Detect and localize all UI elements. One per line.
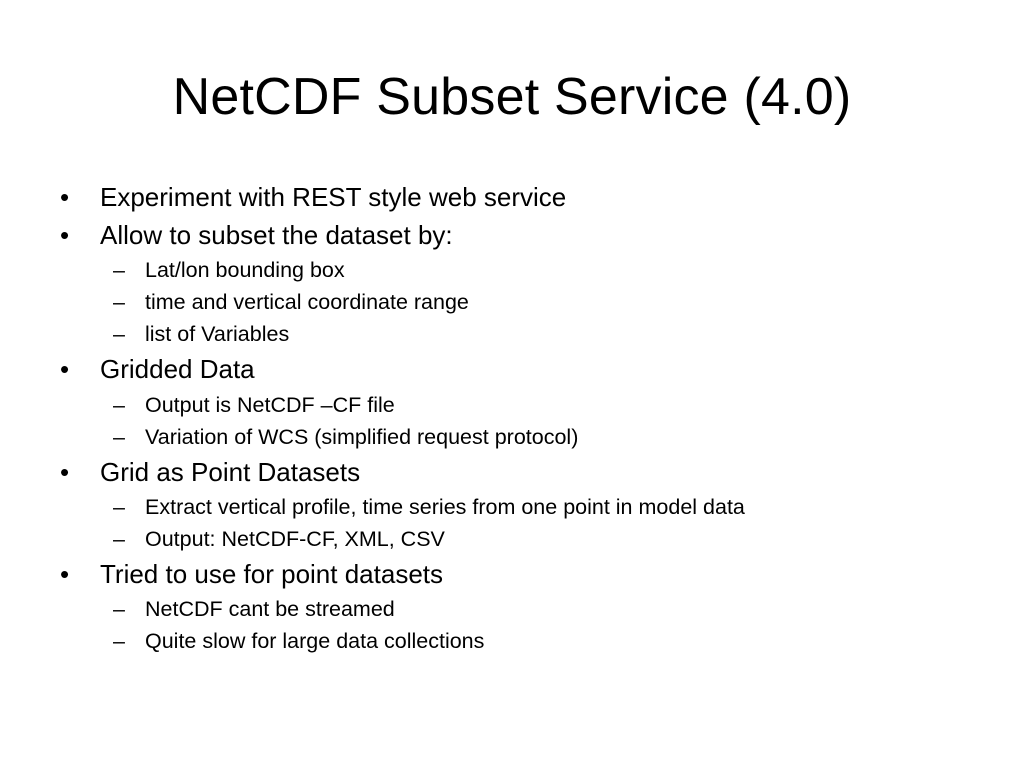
sub-bullet-marker: – (113, 629, 125, 653)
sub-bullet-marker: – (113, 495, 125, 519)
sub-bullet-text: list of Variables (145, 322, 290, 346)
sub-bullet-marker: – (113, 290, 125, 314)
bullet-text: Tried to use for point datasets (100, 559, 444, 589)
bullet-marker: • (60, 220, 70, 250)
sub-bullet-marker: – (113, 597, 125, 621)
sub-bullet-text: Output is NetCDF –CF file (145, 393, 395, 417)
sub-bullet-marker: – (113, 393, 125, 417)
sub-bullet-text: Output: NetCDF-CF, XML, CSV (145, 527, 445, 551)
sub-bullet-text: Variation of WCS (simplified request protocol) (145, 425, 579, 449)
sub-bullet-marker: – (113, 425, 125, 449)
sub-bullet-marker: – (113, 322, 125, 346)
bullet-marker: • (60, 457, 70, 487)
sub-bullet-text: Lat/lon bounding box (145, 258, 345, 282)
sub-bullet-text: Extract vertical profile, time series from one point in model data (145, 495, 745, 519)
bullet-text: Grid as Point Datasets (100, 457, 361, 487)
bullet-text: Allow to subset the dataset by: (100, 220, 453, 250)
slide-title: NetCDF Subset Service (4.0) (172, 68, 852, 126)
sub-bullet-text: time and vertical coordinate range (145, 290, 469, 314)
sub-bullet-marker: – (113, 527, 125, 551)
sub-bullet-text: Quite slow for large data collections (145, 629, 485, 653)
bullet-marker: • (60, 559, 70, 589)
bullet-marker: • (60, 354, 70, 384)
sub-bullet-marker: – (113, 258, 125, 282)
sub-bullet-text: NetCDF cant be streamed (145, 597, 395, 621)
bullet-marker: • (60, 182, 70, 212)
bullet-text: Gridded Data (100, 354, 255, 384)
bullet-text: Experiment with REST style web service (100, 182, 567, 212)
